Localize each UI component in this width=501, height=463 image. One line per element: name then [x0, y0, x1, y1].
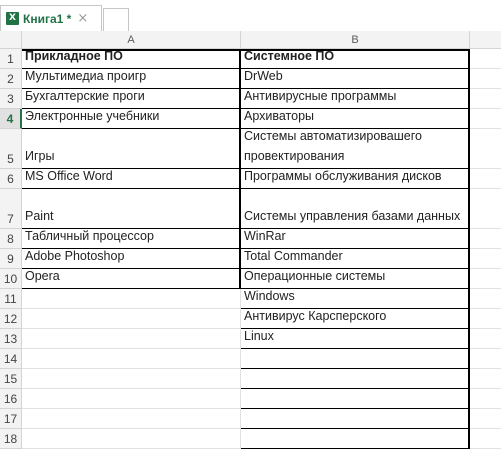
cell-b[interactable]: Программы обслуживания дисков	[241, 169, 470, 189]
cell-b[interactable]: Антивирусные программы	[241, 89, 470, 109]
row-header[interactable]: 3	[0, 89, 22, 109]
cell-c[interactable]	[470, 389, 501, 409]
cell-c[interactable]	[470, 349, 501, 369]
table-row	[0, 409, 501, 429]
table-row	[0, 389, 501, 409]
row-header[interactable]: 14	[0, 349, 22, 369]
cell-c[interactable]	[470, 429, 501, 449]
row-header[interactable]: 11	[0, 289, 22, 309]
cell-b[interactable]	[241, 369, 470, 389]
cell-c[interactable]	[470, 289, 501, 309]
cell-c[interactable]	[470, 309, 501, 329]
row-header[interactable]: 13	[0, 329, 22, 349]
row-header[interactable]: 7	[0, 189, 22, 229]
table-row	[0, 129, 501, 169]
cell-b[interactable]: DrWeb	[241, 69, 470, 89]
cell-a[interactable]: Электронные учебники	[22, 109, 241, 129]
cell-c[interactable]	[470, 189, 501, 229]
cell-c[interactable]	[470, 169, 501, 189]
close-icon[interactable]: ×	[77, 11, 89, 26]
table-row	[0, 169, 501, 189]
cell-c[interactable]	[470, 409, 501, 429]
row-header[interactable]: 2	[0, 69, 22, 89]
cell-c[interactable]	[470, 49, 501, 69]
cell-a[interactable]: Бухгалтерские проги	[22, 89, 241, 109]
cell-c[interactable]	[470, 249, 501, 269]
row-header[interactable]: 17	[0, 409, 22, 429]
tab-strip	[0, 0, 501, 32]
cell-a[interactable]	[22, 289, 241, 309]
select-all-corner[interactable]	[0, 31, 22, 49]
excel-icon: X	[6, 12, 19, 25]
table-row	[0, 189, 501, 229]
cell-c[interactable]	[470, 269, 501, 289]
workbook-tab[interactable]	[0, 5, 102, 31]
table-row	[0, 369, 501, 389]
workbook-tab-title: Книга1 *	[23, 11, 72, 26]
cell-c[interactable]	[470, 69, 501, 89]
table-row	[0, 429, 501, 449]
table-row	[0, 329, 501, 349]
table-row	[0, 49, 501, 69]
cell-c[interactable]	[470, 329, 501, 349]
new-tab-button[interactable]	[103, 8, 129, 31]
cell-a[interactable]: Табличный процессор	[22, 229, 241, 249]
row-header[interactable]: 1	[0, 49, 22, 69]
cell-b[interactable]: Архиваторы	[241, 109, 470, 129]
cell-b[interactable]	[241, 409, 470, 429]
row-header[interactable]: 16	[0, 389, 22, 409]
cell-a[interactable]	[22, 329, 241, 349]
cell-b[interactable]: Windows	[241, 289, 470, 309]
row-header[interactable]: 18	[0, 429, 22, 449]
cell-c[interactable]	[470, 229, 501, 249]
table-row	[0, 69, 501, 89]
row-header[interactable]: 9	[0, 249, 22, 269]
cell-c[interactable]	[470, 369, 501, 389]
cell-b[interactable]: Total Commander	[241, 249, 470, 269]
cell-a[interactable]: Opera	[22, 269, 241, 289]
cell-a[interactable]: MS Office Word	[22, 169, 241, 189]
cell-a[interactable]	[22, 389, 241, 409]
cell-b[interactable]: Системы управления базами данных	[241, 189, 470, 229]
cell-a[interactable]	[22, 349, 241, 369]
cell-c[interactable]	[470, 129, 501, 169]
column-header-a[interactable]: A	[22, 31, 241, 49]
table-row	[0, 269, 501, 289]
cell-a[interactable]	[22, 369, 241, 389]
cell-b[interactable]	[241, 389, 470, 409]
row-header[interactable]: 15	[0, 369, 22, 389]
table-row	[0, 289, 501, 309]
table-row	[0, 109, 501, 129]
table-row	[0, 349, 501, 369]
cell-c[interactable]	[470, 109, 501, 129]
cell-a[interactable]: Adobe Photoshop	[22, 249, 241, 269]
table-row	[0, 249, 501, 269]
cell-b[interactable]: Операционные системы	[241, 269, 470, 289]
column-header-c[interactable]	[470, 31, 501, 49]
table-row	[0, 229, 501, 249]
cell-b[interactable]: Системы автоматизировашего провектирования	[241, 129, 470, 169]
cell-b[interactable]: Linux	[241, 329, 470, 349]
table-row	[0, 89, 501, 109]
row-header[interactable]: 4	[0, 109, 22, 129]
column-header-b[interactable]: B	[241, 31, 470, 49]
cell-c[interactable]	[470, 89, 501, 109]
row-header[interactable]: 5	[0, 129, 22, 169]
cell-b[interactable]: Системное ПО	[241, 49, 470, 69]
row-header[interactable]: 12	[0, 309, 22, 329]
cell-a[interactable]	[22, 309, 241, 329]
cell-a[interactable]: Прикладное ПО	[22, 49, 241, 69]
cell-b[interactable]: WinRar	[241, 229, 470, 249]
cell-b[interactable]: Антивирус Карсперского	[241, 309, 470, 329]
row-header[interactable]: 8	[0, 229, 22, 249]
table-row	[0, 309, 501, 329]
cell-b[interactable]	[241, 429, 470, 449]
row-header[interactable]: 10	[0, 269, 22, 289]
cell-a[interactable]: Мультимедиа проигр	[22, 69, 241, 89]
cell-b[interactable]	[241, 349, 470, 369]
cell-a[interactable]	[22, 429, 241, 449]
row-header[interactable]: 6	[0, 169, 22, 189]
cell-a[interactable]: Paint	[22, 189, 241, 229]
cell-a[interactable]: Игры	[22, 129, 241, 169]
cell-a[interactable]	[22, 409, 241, 429]
